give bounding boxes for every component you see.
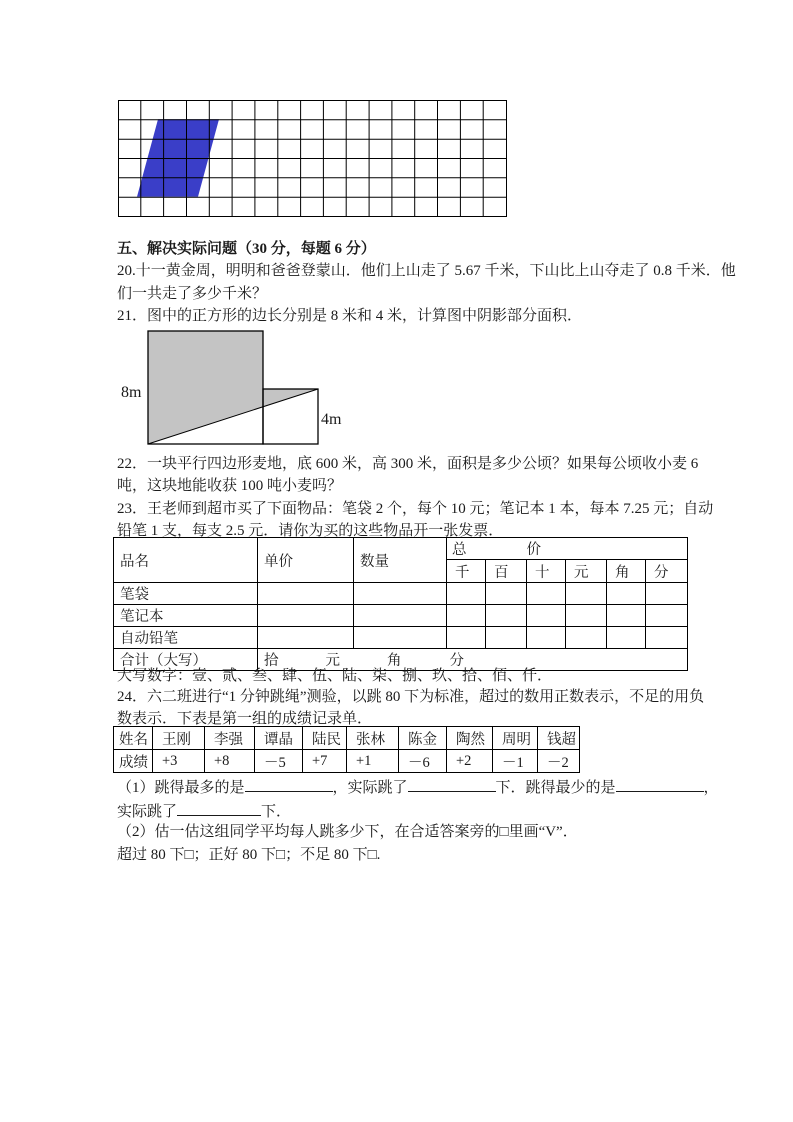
q23-text-line1: 23．王老师到超市买了下面物品：笔袋 2 个，每个 10 元；笔记本 1 本，每本 7.25 元；自动 bbox=[117, 501, 714, 517]
student-name: 王刚 bbox=[153, 727, 205, 750]
digit-col-jiao: 角 bbox=[607, 560, 646, 583]
unit-yuan: 元 bbox=[325, 653, 340, 669]
invoice-row-pencil-bag bbox=[114, 583, 688, 605]
sub1-part1: （1）跳得最多的是 bbox=[117, 780, 245, 796]
invoice-header-total-price bbox=[447, 538, 688, 560]
label-8m: 8m bbox=[121, 384, 142, 401]
sub1-part4: ， bbox=[703, 780, 719, 796]
grid-parallelogram-figure bbox=[118, 100, 508, 218]
student-score: +7 bbox=[303, 750, 347, 773]
fill-in-blank bbox=[245, 778, 333, 792]
q24-text-line1: 24．六二班进行“1 分钟跳绳”测验，以跳 80 下为标准，超过的数用正数表示，不足的用负 bbox=[117, 689, 705, 705]
invoice-header-unit-price: 单价 bbox=[258, 538, 354, 583]
total-price-char-2: 价 bbox=[526, 542, 541, 558]
q21-shaded-area-figure bbox=[120, 325, 350, 451]
digit-col-yuan: 元 bbox=[566, 560, 607, 583]
student-name: 钱超 bbox=[538, 727, 580, 750]
student-name: 谭晶 bbox=[255, 727, 303, 750]
unit-fen: 分 bbox=[449, 653, 464, 669]
q20-text-line1: 20.十一黄金周，明明和爸爸登蒙山．他们上山走了 5.67 千米，下山比上山夺走了 0.8 千米．他 bbox=[117, 263, 736, 279]
capital-numbers-note: 大写数字：壹、贰、叁、肆、伍、陆、柒、捌、玖、拾、佰、仟． bbox=[117, 668, 553, 684]
student-score: －5 bbox=[255, 750, 303, 773]
label-4m: 4m bbox=[321, 411, 342, 428]
invoice-total-label: 合计（大写） bbox=[114, 649, 258, 671]
student-score: +8 bbox=[205, 750, 255, 773]
invoice-header-item: 品名 bbox=[114, 538, 258, 583]
scores-row-label: 成绩 bbox=[114, 750, 153, 773]
total-price-char-1: 总 bbox=[452, 542, 467, 558]
student-score: +1 bbox=[347, 750, 399, 773]
digit-col-shi: 十 bbox=[527, 560, 566, 583]
sub1-line2-part2: 下． bbox=[261, 804, 292, 820]
sub1-line2-part1: 实际跳了 bbox=[117, 804, 178, 820]
fill-in-blank bbox=[616, 778, 704, 792]
q21-text: 21．图中的正方形的边长分别是 8 米和 4 米，计算图中阴影部分面积． bbox=[117, 308, 583, 324]
item-name: 笔记本 bbox=[114, 605, 258, 627]
q22-text-line2: 吨，这块地能收获 100 吨小麦吗？ bbox=[117, 478, 343, 494]
student-name: 李强 bbox=[205, 727, 255, 750]
q24-options-line: 超过 80 下□；正好 80 下□；不足 80 下□. bbox=[117, 847, 381, 863]
student-name: 周明 bbox=[493, 727, 538, 750]
score-table-scores-row bbox=[114, 750, 580, 773]
sub1-part2: ，实际跳了 bbox=[332, 780, 408, 796]
student-name: 陶然 bbox=[447, 727, 493, 750]
unit-jiao: 角 bbox=[387, 653, 402, 669]
digit-col-bai: 百 bbox=[486, 560, 527, 583]
q24-sub2-text: （2）估一估这组同学平均每人跳多少下，在合适答案旁的□里画“V”． bbox=[117, 824, 578, 840]
q24-text-line2: 数表示．下表是第一组的成绩记录单． bbox=[117, 711, 373, 727]
student-score: －2 bbox=[538, 750, 580, 773]
student-name: 陆民 bbox=[303, 727, 347, 750]
invoice-header-quantity: 数量 bbox=[354, 538, 447, 583]
sub1-part3: 下．跳得最少的是 bbox=[495, 780, 616, 796]
q22-text-line1: 22．一块平行四边形麦地，底 600 米，高 300 米，面积是多少公顷？如果每公顷收小麦 6 bbox=[117, 456, 699, 472]
q24-sub1-line2 bbox=[117, 802, 291, 822]
fill-in-blank bbox=[177, 802, 261, 816]
names-row-label: 姓名 bbox=[114, 727, 153, 750]
student-score: +2 bbox=[447, 750, 493, 773]
q23-text-line2: 铅笔 1 支，每支 2.5 元．请你为买的这些物品开一张发票． bbox=[117, 523, 504, 539]
student-score: －6 bbox=[399, 750, 447, 773]
item-name: 笔袋 bbox=[114, 583, 258, 605]
q20-text-line2: 们一共走了多少千米？ bbox=[117, 286, 268, 302]
score-table bbox=[113, 726, 580, 773]
student-score: －1 bbox=[493, 750, 538, 773]
student-name: 张林 bbox=[347, 727, 399, 750]
fill-in-blank bbox=[408, 778, 496, 792]
section-heading: 五、解决实际问题（30 分，每题 6 分） bbox=[117, 241, 376, 257]
digit-col-fen: 分 bbox=[646, 560, 688, 583]
student-score: +3 bbox=[153, 750, 205, 773]
digit-col-qian: 千 bbox=[447, 560, 486, 583]
shaded-big-region bbox=[148, 331, 263, 444]
unit-shi: 拾 bbox=[264, 653, 279, 669]
student-name: 陈金 bbox=[399, 727, 447, 750]
item-name: 自动铅笔 bbox=[114, 627, 258, 649]
invoice-row-notebook bbox=[114, 605, 688, 627]
invoice-table bbox=[113, 537, 688, 671]
grid-lines bbox=[118, 101, 507, 217]
invoice-row-mechanical-pencil bbox=[114, 627, 688, 649]
score-table-names-row bbox=[114, 727, 580, 750]
q24-sub1-line1 bbox=[117, 778, 719, 798]
